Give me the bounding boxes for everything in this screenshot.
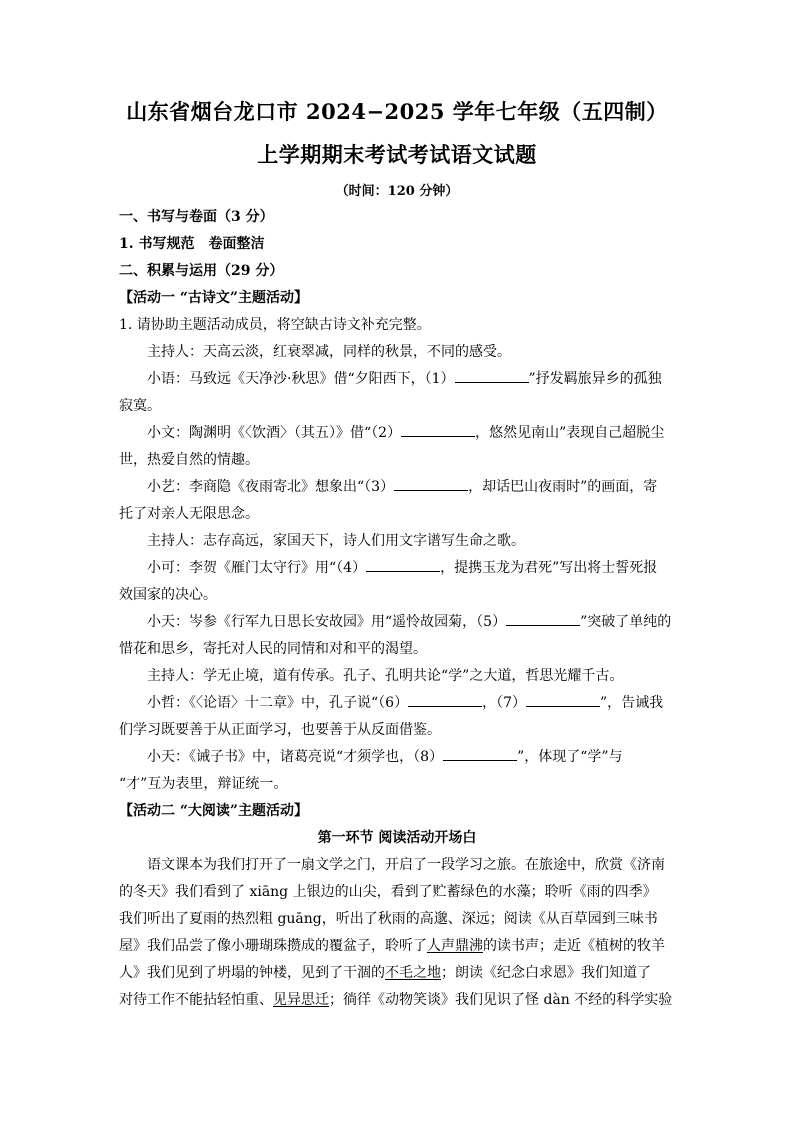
exam-title-line2: 上学期期末考试考试语文试题: [257, 142, 537, 167]
passage-line-6-b: ；徜徉《动物笑谈》我们见识了怪 dàn 不经的科学实验: [329, 992, 673, 1008]
blank-1[interactable]: [455, 369, 529, 383]
underlined-term-1: 人声鼎沸: [427, 938, 483, 954]
question-1-heading: 1. 书写规范 卷面整洁: [119, 236, 265, 252]
blank-5[interactable]: [506, 612, 580, 626]
blank-8[interactable]: [443, 747, 517, 761]
xiaoke-line: [147, 558, 657, 578]
section-heading-accumulation: 二、积累与运用（29 分）: [119, 263, 284, 279]
activity-one-heading: 【活动一 “古诗文”主题活动】: [119, 290, 308, 306]
passage-line-1: 语文课本为我们打开了一扇文学之门，开启了一段学习之旅。在旅途中，欣赏《济南: [147, 857, 665, 873]
xiaotian-line-2: [147, 747, 623, 767]
exam-title-line1: 山东省烟台龙口市 2024−2025 学年七年级（五四制）: [126, 99, 668, 124]
passage-line-4-a: 屋》我们品尝了像小珊瑚珠攒成的覆盆子，聆听了: [119, 938, 427, 954]
host-line-2: 主持人：志存高远，家国天下，诗人们用文字谱写生命之歌。: [147, 533, 525, 549]
xiaozhe-text-a: 小哲：《〈论语〉十二章》中，孔子说“（6）: [147, 695, 409, 711]
xiaoke-text-b: ，提携玉龙为君死”写出将士誓死报: [440, 560, 658, 576]
passage-line-4: [119, 936, 665, 956]
xiaozhe-line-cont: 们学习既要善于从正面学习，也要善于从反面借鉴。: [119, 722, 441, 738]
xiaotian-line-1-cont: 惜花和思乡，寄托对人民的同情和对和平的渴望。: [119, 641, 427, 657]
xiaotian-line-2-cont: “才”互为表里，辩证统一。: [119, 776, 288, 792]
xiaozhe-line: [147, 693, 663, 713]
xiaoyu-text-a: 小语：马致远《天净沙·秋思》借“夕阳西下，（1）: [147, 371, 455, 387]
passage-line-3: 我们听出了夏雨的热烈粗 guāng，听出了秋雨的高邈、深远；阅读《从百草园到三味书: [119, 911, 658, 927]
activity-two-heading: 【活动二 “大阅读”主题活动】: [119, 803, 308, 819]
time-note: （时间：120 分钟）: [335, 184, 459, 199]
xiaotian2-text-a: 小天：《诫子书》中，诸葛亮说“才须学也，（8）: [147, 749, 444, 765]
xiaoke-line-cont: 效国家的决心。: [119, 587, 217, 603]
passage-line-2: 的冬天》我们看到了 xiāng 上银边的山尖，看到了贮蓄绿色的水藻；聆听《雨的四季》: [119, 884, 657, 900]
xiaotian-line-1: [147, 612, 671, 632]
passage-line-5-b: ；朗读《纪念白求恩》我们知道了: [441, 965, 651, 981]
xiaozhe-text-b: ，（7）: [482, 695, 526, 711]
xiaotian1-text-a: 小天：岑参《行军九日思长安故园》用“遥怜故园菊，（5）: [147, 614, 507, 630]
passage-line-6: [119, 990, 672, 1010]
blank-2[interactable]: [401, 423, 475, 437]
host-line-3: 主持人：学无止境，道有传承。孔子、孔明共论“学”之大道，哲思光耀千古。: [147, 668, 624, 684]
xiaoyi-line-cont: 托了对亲人无限思念。: [119, 506, 259, 522]
xiaoyu-line-cont: 寂寞。: [119, 398, 161, 414]
xiaowen-text-b: ，悠然见南山”表现自己超脱尘: [475, 425, 665, 441]
blank-6[interactable]: [408, 693, 482, 707]
xiaotian1-text-b: ”突破了单纯的: [580, 614, 672, 630]
xiaotian2-text-b: ”，体现了“学”与: [517, 749, 623, 765]
xiaowen-line: [147, 423, 664, 443]
xiaowen-text-a: 小文：陶渊明《〈饮酒〉（其五）》借“（2）: [147, 425, 402, 441]
underlined-term-3: 见异思迁: [273, 992, 329, 1008]
question-1-prompt: 1. 请协助主题活动成员，将空缺古诗文补充完整。: [119, 317, 431, 333]
blank-7[interactable]: [526, 693, 600, 707]
section-heading-writing: 一、书写与卷面（3 分）: [119, 209, 274, 225]
xiaoke-text-a: 小可：李贺《雁门太守行》用“（4）: [147, 560, 367, 576]
reading-part-one-heading: 第一环节 阅读活动开场白: [317, 830, 477, 846]
xiaoyu-line: [147, 369, 662, 389]
xiaoyi-text-a: 小艺：李商隐《夜雨寄北》想象出“（3）: [147, 479, 395, 495]
host-line-1: 主持人：天高云淡，红衰翠减，同样的秋景，不同的感受。: [147, 344, 511, 360]
xiaoyu-text-b: ”抒发羁旅异乡的孤独: [528, 371, 662, 387]
xiaowen-line-cont: 世，热爱自然的情趣。: [119, 452, 259, 468]
passage-line-5-a: 人》我们见到了坍塌的钟楼，见到了干涸的: [119, 965, 385, 981]
blank-3[interactable]: [394, 477, 468, 491]
passage-line-4-b: 的读书声；走近《植树的牧羊: [483, 938, 665, 954]
xiaoyi-line: [147, 477, 657, 497]
underlined-term-2: 不毛之地: [385, 965, 441, 981]
blank-4[interactable]: [366, 558, 440, 572]
passage-line-6-a: 对待工作不能拈轻怕重、: [119, 992, 273, 1008]
passage-line-5: [119, 963, 651, 983]
xiaoyi-text-b: ，却话巴山夜雨时”的画面，寄: [468, 479, 658, 495]
xiaozhe-text-c: ”，告诫我: [600, 695, 664, 711]
